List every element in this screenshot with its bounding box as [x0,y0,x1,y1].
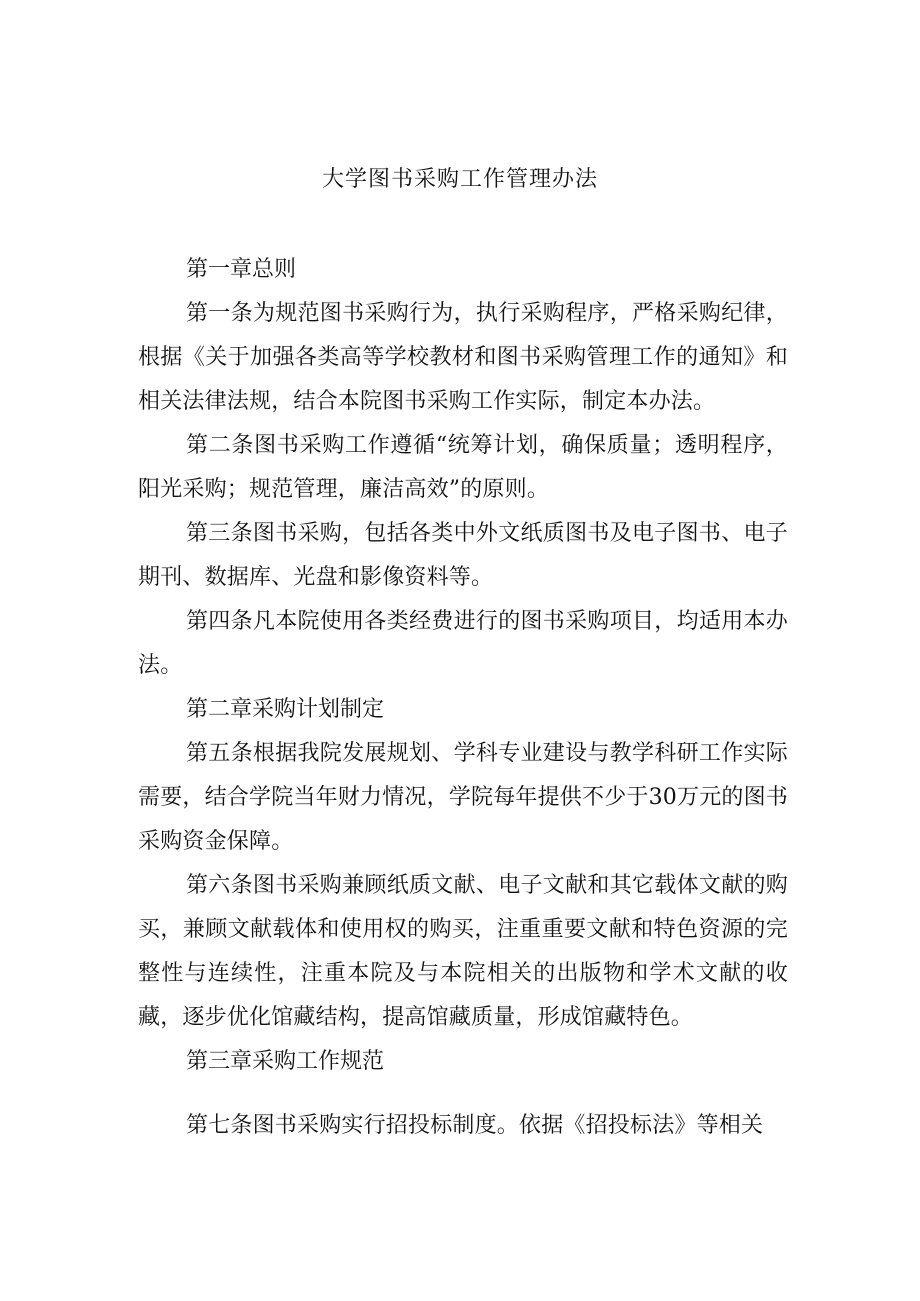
article-3: 第三条图书采购，包括各类中外文纸质图书及电子图书、电子期刊、数据库、光盘和影像资料等。 [138,521,788,590]
chapter-heading-1: 第一章总则 [186,257,297,282]
article-1: 第一条为规范图书采购行为，执行采购程序，严格采购纪律，根据《关于加强各类高等学校教材和图书采购管理工作的通知》和相关法律法规，结合本院图书采购工作实际，制定本办法。 [138,301,788,414]
paragraph-gap [138,1084,788,1104]
chapter-heading-2: 第二章采购计划制定 [186,697,385,722]
document-title: 大学图书采购工作管理办法 [321,167,598,192]
article-6: 第六条图书采购兼顾纸质文献、电子文献和其它载体文献的购买，兼顾文献载体和使用权的购买，注重重要文献和特色资源的完整性与连续性，注重本院及与本院相关的出版物和学术文献的收藏，逐步优化馆藏结构，提高馆藏质量，形成馆藏特色。 [138,873,788,1030]
article-5: 第五条根据我院发展规划、学科专业建设与教学科研工作实际需要，结合学院当年财力情况，学院每年提供不少于30万元的图书采购资金保障。 [138,741,788,854]
chapter-heading-3: 第三章采购工作规范 [186,1049,385,1074]
article-4: 第四条凡本院使用各类经费进行的图书采购项目，均适用本办法。 [138,609,788,678]
document-body [138,248,788,1148]
article-7: 第七条图书采购实行招投标制度。依据《招投标法》等相关 [186,1113,764,1138]
article-2: 第二条图书采购工作遵循“统筹计划，确保质量；透明程序，阳光采购；规范管理，廉洁高效”的原则。 [138,433,788,502]
